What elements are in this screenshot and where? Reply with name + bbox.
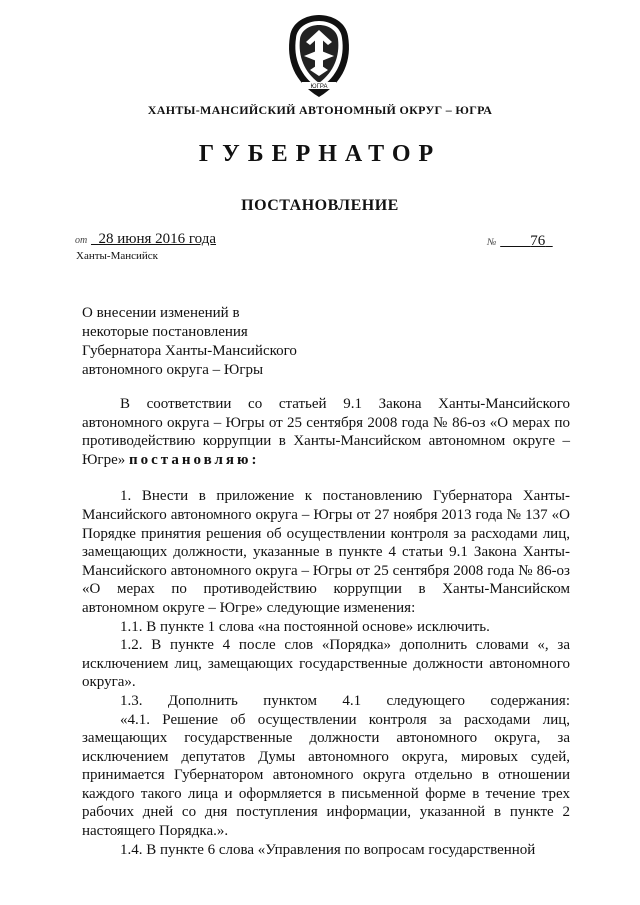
date-line — [75, 231, 216, 248]
date-prefix: от — [75, 235, 88, 246]
item-4-1-quote: «4.1. Решение об осуществлении контроля за расходами лиц, замещающих государственные должности автономного округа, за исключением депутатов Думы автономного округа, мировых судей, принимается Губернатором автономного округа отдельно в отношении каждого такого лица и оформляется в письменной форме в течение трех рабочих дней со дня поступления информации, указанной в пункте 2 настоящего Порядка.». — [82, 711, 570, 840]
subject-block — [82, 304, 297, 380]
city-label: Ханты-Мансийск — [76, 250, 159, 262]
emblem-icon — [282, 12, 356, 100]
item-1-3: 1.3. Дополнить пунктом 4.1 следующего содержания: — [120, 692, 570, 709]
svg-text:ЮГРА: ЮГРА — [310, 84, 328, 90]
document-type: ПОСТАНОВЛЕНИЕ — [241, 197, 399, 214]
subject-line: О внесении изменений в — [82, 305, 240, 321]
document-number-line — [487, 233, 553, 250]
document-number: 76 — [530, 233, 546, 249]
number-prefix: № — [487, 237, 497, 248]
item-1: 1. Внести в приложение к постановлению Губернатора Ханты-Мансийского автономного округа – Югры от 27 ноября 2013 года № 137 «О Порядке принятия решения об осуществлении контроля за расходами лиц, замещающих должности, указанные в пункте 4 статьи 9.1 Закона Ханты-Мансийского автономного округа – Югры от 25 сентября 2008 года № 86-оз «О мерах по противодействию коррупции в Ханты-Мансийском автономном округе – Югре» следующие изменения: — [82, 488, 570, 616]
coat-of-arms-emblem — [282, 12, 356, 100]
document-body — [82, 395, 570, 859]
preamble-paragraph: В соответствии со статьей 9.1 Закона Ханты-Мансийского автономного округа – Югры от 25 сентября 2008 года № 86-оз «О мерах по противодействию коррупции в Ханты-Мансийском автономном округе – Югре» постановляю: — [82, 396, 570, 468]
region-title: ХАНТЫ-МАНСИЙСКИЙ АВТОНОМНЫЙ ОКРУГ – ЮГРА — [147, 103, 493, 117]
document-date: 28 июня 2016 года — [98, 231, 217, 247]
item-1-1: 1.1. В пункте 1 слова «на постоянной основе» исключить. — [120, 618, 490, 635]
subject-line: некоторые постановления — [82, 324, 248, 340]
item-1-2: 1.2. В пункте 4 после слов «Порядка» дополнить словами «, за исключением лиц, замещающих государственные должности автономного округа». — [82, 637, 570, 691]
authority-title: ГУБЕРНАТОР — [198, 141, 442, 167]
resolution-word: постановляю: — [128, 451, 260, 468]
subject-line: Губернатора Ханты-Мансийского — [82, 343, 297, 359]
item-1-4: 1.4. В пункте 6 слова «Управления по вопросам государственной — [120, 841, 536, 858]
subject-line: автономного округа – Югры — [82, 362, 264, 378]
